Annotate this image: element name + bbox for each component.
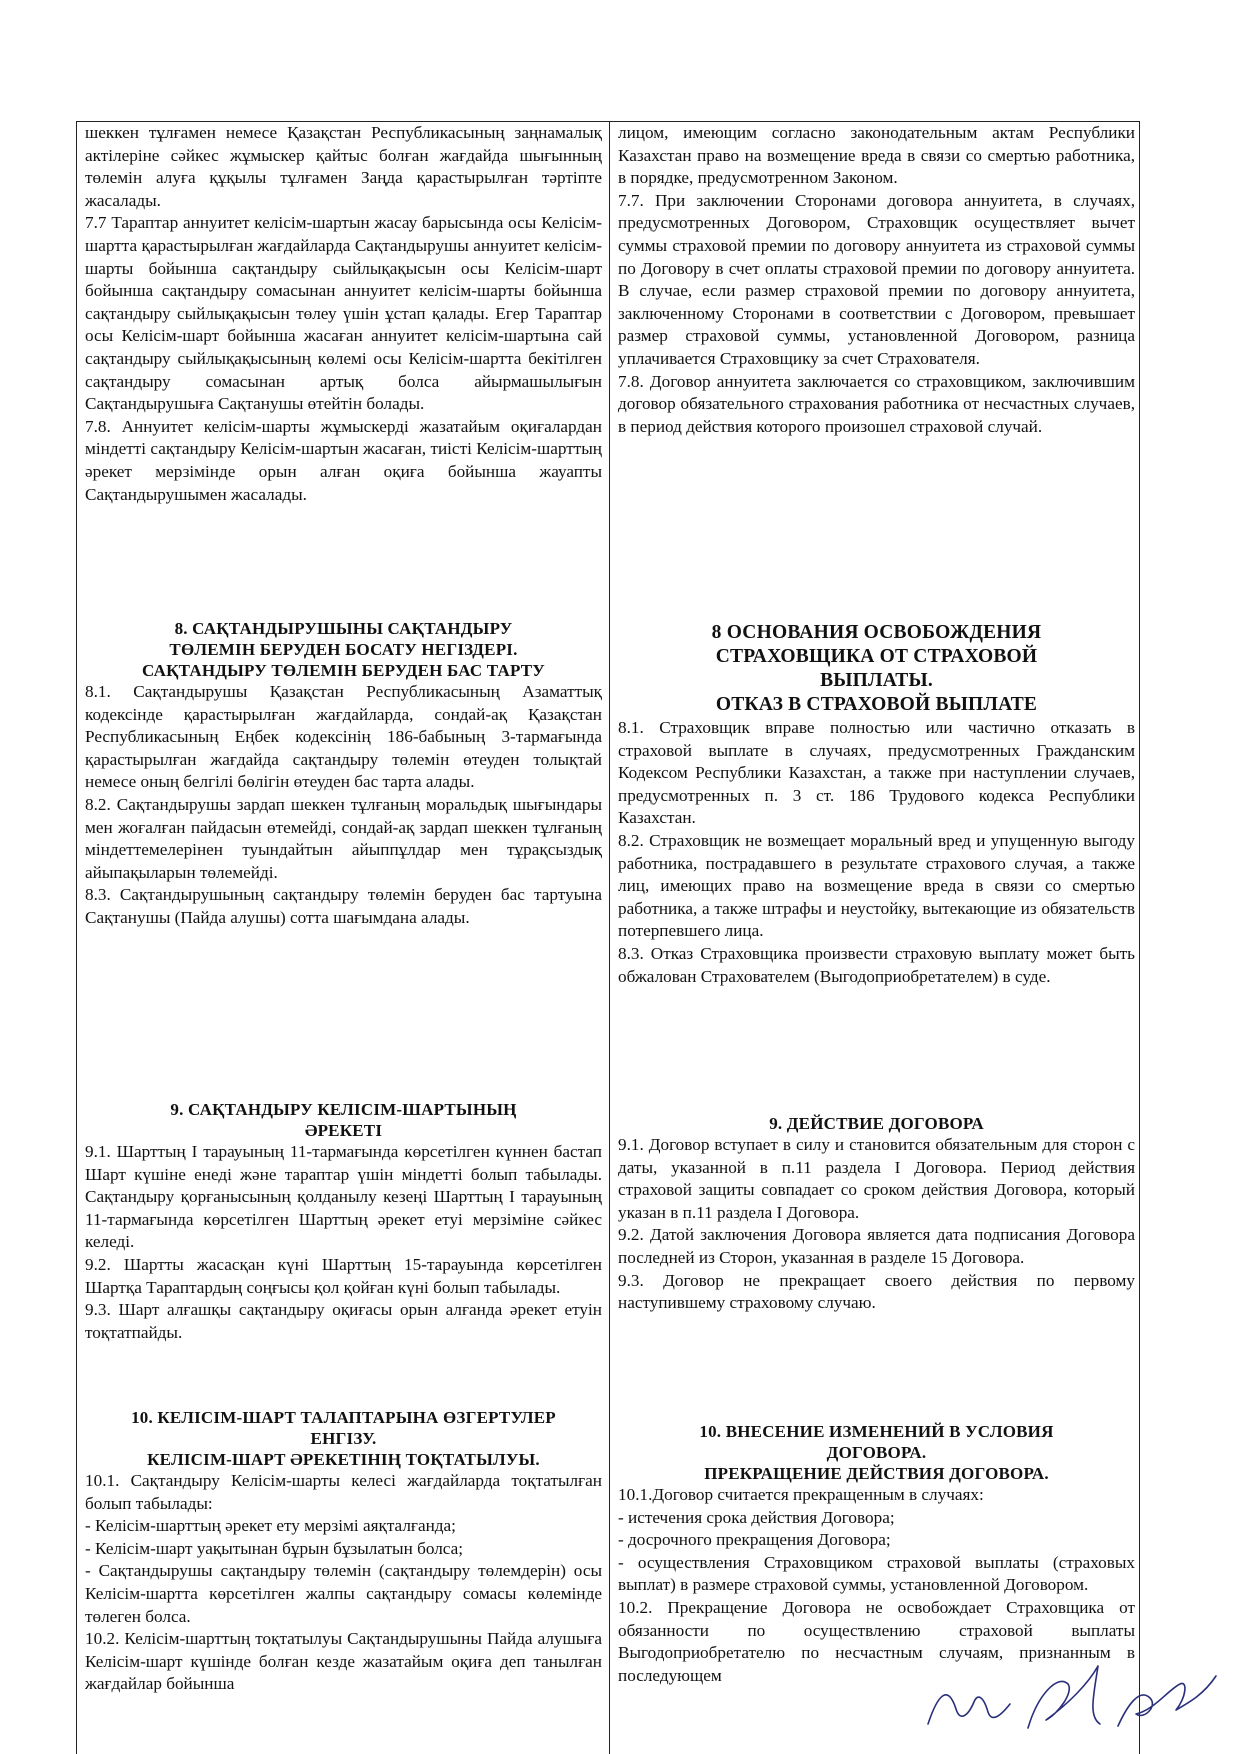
kk-heading-10-line2: ЕНГІЗУ. [310, 1429, 377, 1448]
kk-block-7 [85, 122, 602, 506]
ru-heading-8-line2: СТРАХОВЩИКА ОТ СТРАХОВОЙ [715, 646, 1038, 667]
signature-2 [1028, 1666, 1100, 1728]
kk-clause-9-3: 9.3. Шарт алғашқы сақтандыру оқиғасы орын алғанда әрекет етуін тоқтатпайды. [85, 1300, 602, 1342]
kk-clause-10-1: 10.1. Сақтандыру Келісім-шарты келесі жағдайларда тоқтатылған болып табылады: [85, 1471, 602, 1513]
ru-clause-10-1-b: - досрочного прекращения Договора; [618, 1530, 891, 1550]
ru-clause-8-3: 8.3. Отказ Страховщика произвести страховую выплату может быть обжалован Страхователем (Выгодоприобретателем) в суде. [618, 943, 1135, 986]
contract-sheet [76, 121, 1140, 1754]
ru-clause-9-2: 9.2. Датой заключения Договора является дата подписания Договора последней из Сторон, указанная в разделе 15 Договора. [618, 1225, 1135, 1267]
kk-heading-9-line1: 9. САҚТАНДЫРУ КЕЛІСІМ-ШАРТЫНЫҢ [170, 1100, 517, 1119]
ru-heading-10-line3: ПРЕКРАЩЕНИЕ ДЕЙСТВИЯ ДОГОВОРА. [704, 1464, 1049, 1483]
kk-clause-7-8: 7.8. Аннуитет келісім-шарты жұмыскерді жазатайым оқиғалардан міндетті сақтандыру Келісім-шартын жасаған, тиісті Келісім-шарттың әрекет мерзімінде орын алған оқиға бойынша жауапты Сақтандырушымен жасалады. [85, 416, 602, 504]
ru-clause-9-3: 9.3. Договор не прекращает своего действия по первому наступившему страховому случаю. [618, 1270, 1135, 1313]
ru-clause-7-8: 7.8. Договор аннуитета заключается со страховщиком, заключившим договор обязательного страхования работника от несчастных случаев, в период действия которого произошел страховой случай. [618, 371, 1135, 436]
kk-clause-9-1: 9.1. Шарттың I тарауының 11-тармағында көрсетілген күннен бастап Шарт күшіне енеді және тараптар үшін міндетті болып табылады. Сақтандыру қорғанысының қолданылу кезеңі Шарттың I тарауының 11-тармағында көрсетілген Шарттың әрекет етуі мерзіміне сәйкес келеді. [85, 1142, 602, 1252]
kk-clause-7-7: 7.7 Тараптар аннуитет келісім-шартын жасау барысында осы Келісім-шартта қарастырылған жағдайларда Сақтандырушы аннуитет келісім-шарты бойынша сақтандыру сыйлықақысын осы Келісім-шарт бойынша сақтандыру сомасынан аннуитет келісім-шарты бойынша сақтандыру сыйлықақысын төлеу үшін ұстап қалады. Егер Тараптар осы Келісім-шарт бойынша жасаған аннуитет келісім-шартына сай сақтандыру сыйлықақысының көлемі осы Келісім-шартта бекітілген сақтандыру сомасынан артық болса айырмашылығын Сақтандырушыға Сақтанушы өтейтін болады. [85, 213, 602, 414]
ru-clause-10-2: 10.2. Прекращение Договора не освобождает Страховщика от обязанности по осуществлению страховой выплаты Выгодоприобретателю по несчастным случаям, признанным в последующем [618, 1597, 1135, 1685]
kk-clause-8-3: 8.3. Сақтандырушының сақтандыру төлемін беруден бас тартуына Сақтанушы (Пайда алушы) сотта шағымдана алады. [85, 885, 602, 927]
column-divider [609, 122, 610, 1754]
kk-intro: шеккен тұлғамен немесе Қазақстан Республикасының заңнамалық актілеріне сәйкес жұмыскер қайтыс болған жағдайда шығынның төлемін алуға құқылы тұлғамен Заңда қарастырылған тәртіпте жасалады. [85, 123, 602, 210]
ru-heading-10-line1: 10. ВНЕСЕНИЕ ИЗМЕНЕНИЙ В УСЛОВИЯ [699, 1422, 1054, 1441]
ru-section-10 [618, 1421, 1135, 1687]
ru-heading-10-line2: ДОГОВОРА. [826, 1443, 927, 1462]
ru-clause-10-1-c: - осуществления Страховщиком страховой выплаты (страховых выплат) в размере страховой суммы, установленной Договором. [618, 1552, 1135, 1595]
kk-section-9 [85, 1099, 602, 1344]
kk-heading-8-line3: САҚТАНДЫРУ ТӨЛЕМІН БЕРУДЕН БАС ТАРТУ [142, 661, 545, 680]
ru-heading-8-line4: ОТКАЗ В СТРАХОВОЙ ВЫПЛАТЕ [715, 694, 1038, 715]
kk-clause-8-1: 8.1. Сақтандырушы Қазақстан Республикасының Азаматтық кодексінде қарастырылған жағдайларда, сондай-ақ Қазақстан Республикасының Еңбек кодексінің 186-бабының 3-тармағында қарастырылған жағдайда сақтандыру төлемін өтеуден толықтай немесе оның белгілі бөлігін өтеуден бас тарта алады. [85, 682, 602, 792]
kk-section-8 [85, 618, 602, 930]
signatures [918, 1654, 1228, 1744]
kk-heading-10-line3: КЕЛІСІМ-ШАРТ ӘРЕКЕТІНІҢ ТОҚТАТЫЛУЫ. [147, 1450, 540, 1469]
ru-heading-8-line3: ВЫПЛАТЫ. [820, 670, 933, 691]
signature-1 [928, 1695, 1010, 1724]
ru-block-7 [618, 122, 1135, 438]
ru-intro: лицом, имеющим согласно законодательным актам Республики Казахстан право на возмещение вреда в связи со смертью работника, в порядке, предусмотренном Законом. [618, 123, 1135, 188]
kk-heading-10-line1: 10. КЕЛІСІМ-ШАРТ ТАЛАПТАРЫНА ӨЗГЕРТУЛЕР [131, 1408, 556, 1427]
ru-clause-10-1-a: - истечения срока действия Договора; [618, 1507, 895, 1527]
ru-clause-8-1: 8.1. Страховщик вправе полностью или частично отказать в страховой выплате в случаях, предусмотренных Гражданским Кодексом Республики Казахстан, а также при наступлении случаев, предусмотренных п. 3 ст. 186 Трудового кодекса Республики Казахстан. [618, 718, 1135, 828]
ru-clause-9-1: 9.1. Договор вступает в силу и становится обязательным для сторон с даты, указанной в п.11 раздела I Договора. Период действия страховой защиты совпадает со сроком действия Договора, который указан в п.11 раздела I Договора. [618, 1135, 1135, 1222]
ru-clause-8-2: 8.2. Страховщик не возмещает моральный вред и упущенную выгоду работника, пострадавшего в результате страхового случая, а также лиц, имеющих право на возмещение вреда в связи со смертью работника, а также штрафы и неустойку, вытекающие из обязательств потерпевшего лица. [618, 830, 1135, 941]
kk-clause-10-1-b: - Келісім-шарт уақытынан бұрын бұзылатын болса; [85, 1538, 464, 1558]
kk-clause-9-2: 9.2. Шартты жасасқан күні Шарттың 15-тарауында көрсетілген Шартқа Тараптардың соңғысы қол қойған күні болып табылады. [85, 1254, 602, 1297]
signature-3 [1118, 1676, 1216, 1726]
ru-heading-9: 9. ДЕЙСТВИЕ ДОГОВОРА [769, 1114, 984, 1133]
ru-section-8 [618, 621, 1135, 988]
kk-clause-8-2: 8.2. Сақтандырушы зардап шеккен тұлғаның моральдық шығындары мен жоғалған пайдасын өтемейді, сондай-ақ зардап шеккен тұлғаның міндеттемелерінен туындайтын айыппұлдар мен тұрақсыздық айыпақыларын төлемейді. [85, 794, 602, 882]
kk-section-10 [85, 1407, 602, 1696]
ru-clause-10-1: 10.1.Договор считается прекращенным в случаях: [618, 1485, 984, 1504]
ru-clause-7-7: 7.7. При заключении Сторонами договора аннуитета, в случаях, предусмотренных Договором, Страховщик осуществляет вычет суммы страховой премии по договору аннуитета из страховой суммы по Договору в счет оплаты страховой премии по договору аннуитета. В случае, если размер страховой премии по договору аннуитета, заключенному Сторонами в соответствии с Договором, превышает размер страховой суммы, установленной Договором, разница уплачивается Страховщику за счет Страхователя. [618, 190, 1135, 368]
kk-clause-10-1-c: - Сақтандырушы сақтандыру төлемін (сақтандыру төлемдерін) осы Келісім-шартта көрсетілген жалпы сақтандыру сомасы көлемінде төлеген болса. [85, 1561, 602, 1626]
ru-section-9 [618, 1113, 1135, 1315]
kk-heading-8-line1: 8. САҚТАНДЫРУШЫНЫ САҚТАНДЫРУ [174, 619, 513, 638]
kk-heading-8-line2: ТӨЛЕМІН БЕРУДЕН БОСАТУ НЕГІЗДЕРІ. [169, 640, 518, 659]
kk-clause-10-1-a: - Келісім-шарттың әрекет ету мерзімі аяқталғанда; [85, 1516, 456, 1536]
ru-heading-8-line1: 8 ОСНОВАНИЯ ОСВОБОЖДЕНИЯ [711, 622, 1042, 643]
kk-heading-9-line2: ӘРЕКЕТІ [304, 1121, 383, 1140]
kk-clause-10-2: 10.2. Келісім-шарттың тоқтатылуы Сақтандырушыны Пайда алушыға Келісім-шарт күшінде болған кезде жазатайым оқиға деп танылған жағдайлар бойынша [85, 1629, 602, 1694]
